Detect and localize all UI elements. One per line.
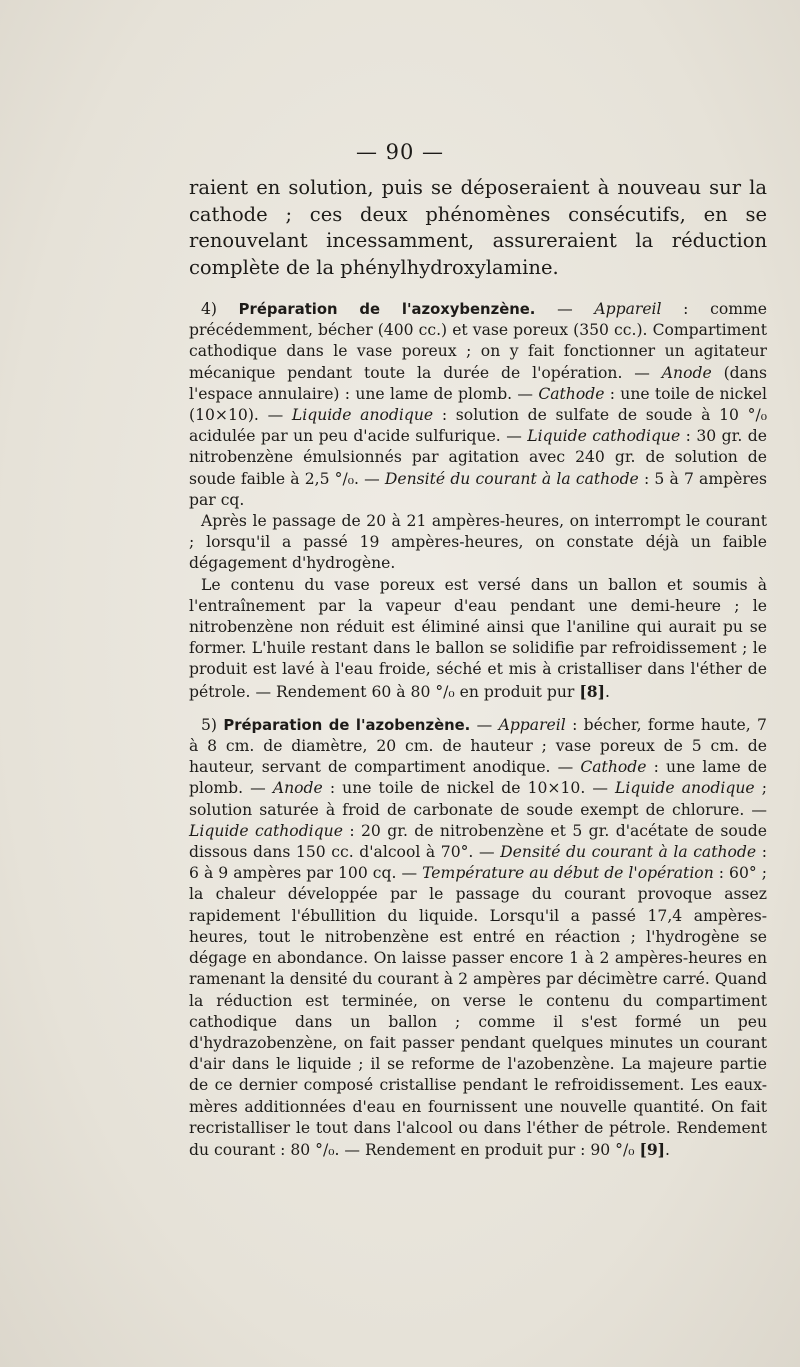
section-4-number: 4) [201,300,218,318]
text-run: : comme précédemment, bécher (400 cc.) et vase poreux (350 cc.). Compartiment cathodique dans le vase poreux ; on y fait fonctionner un agitateur mécanique pendant toute la durée de l'opération. — [189,300,768,382]
text-run: : une lame de plomb. — [189,758,767,798]
text-run: : une toile de nickel de 10×10. — [322,779,616,798]
reference: [9] [639,1139,666,1159]
section-4-result-paragraph: Après le passage de 20 à 21 ampères-heures, on interrompt le courant ; lorsqu'il a passé 19 ampères-heures, on constate déjà un faible dégagement d'hydrogène. [189,512,767,573]
italic-term: Liquide cathodique [527,427,681,446]
italic-term: Température au début de l'opération [422,864,714,883]
italic-term: Appareil [498,715,566,734]
text-run: : 30 gr. de nitrobenzène émulsionnés par agitation avec 240 gr. de solution de soude faible à 2,5 °/₀. — [189,427,767,488]
text-run: ; solution saturée à froid de carbonate de soude exempt de chlorure. — [189,779,767,819]
italic-term: Liquide anodique [291,406,434,425]
reference-8: [8] [579,681,605,701]
italic-term: Anode [661,363,712,382]
text-run: . [665,1140,671,1159]
section-4-end: . [604,682,610,701]
section-4-heading: Préparation de l'azoxybenzène. [238,301,536,318]
section-5-paragraph [189,715,767,1161]
section-4-paragraph [189,299,767,511]
section-4-purification-paragraph [189,575,767,703]
text-run: : 5 à 7 ampères par cq. [189,469,768,509]
text-run: : une toile de nickel (10×10). — [189,384,767,425]
lead-paragraph: raient en solution, puis se déposeraient à nouveau sur la cathode ; ces deux phénomènes consécutifs, en se renouvelant incessamment, assureraient la réduction complète de la phénylhydroxylamine. [189,176,767,279]
italic-term: Liquide anodique [615,779,755,798]
section-5-number: 5) [201,715,218,734]
italic-term: Densité du courant à la cathode [500,843,757,862]
text-run: : 20 gr. de nitrobenzène et 5 gr. d'acétate de soude dissous dans 150 cc. d'alcool à 70°. — [189,821,767,862]
text-run: — [470,715,499,734]
italic-term: Anode [272,779,323,798]
section-4-body [189,300,767,509]
text-run: : bécher, forme haute, 7 à 8 cm. de diamètre, 20 cm. de hauteur ; vase poreux de 5 cm. de hauteur, servant de compartiment anodique. — [189,715,767,777]
text-run: : 6 à 9 ampères par 100 cq. — [189,843,767,883]
page-body [189,175,767,1161]
italic-term: Liquide cathodique [189,821,343,840]
text-run: : 60° ; la chaleur développée par le passage du courant provoque assez rapidement l'ébullition du liquide. Lorsqu'il a passé 17,4 ampères-heures, tout le nitrobenzène est entré en réaction ; l'hydrogène se dégage en abondance. On laisse passer encore 1 à 2 ampères-heures en ramenant la densité du courant à 2 ampères par décimètre carré. Quand la réduction est terminée, on verse le contenu du compartiment cathodique dans un ballon ; comme il s'est formé un peu d'hydrazobenzène, on fait passer pendant quelques minutes un courant d'air dans le liquide ; il se reforme de l'azobenzène. La majeure partie de ce dernier composé cristallise pendant le refroidissement. Les eaux-mères additionnées d'eau en fournissent une nouvelle quantité. On fait recristalliser le tout dans l'alcool ou dans l'éther de pétrole. Rendement du courant : 80 °/₀. — Rendement en produit pur : 90 °/₀ [189,864,767,1159]
page-number: — 90 — [355,140,445,164]
italic-term: Appareil [594,300,662,318]
italic-term: Densité du courant à la cathode [384,469,639,488]
italic-term: Cathode [538,384,605,403]
text-run: (dans l'espace annulaire) : une lame de plomb. — [189,363,767,403]
text-run: — [535,300,595,318]
section-4-purification-text: Le contenu du vase poreux est versé dans un ballon et soumis à l'entraînement par la vapeur d'eau pendant une demi-heure ; le nitrobenzène non réduit est éliminé ainsi que l'aniline qui aurait pu se former. L'huile restant dans le ballon se solidifie par refroidissement ; le produit est lavé à l'eau froide, séché et mis à cristalliser dans l'éther de pétrole. — Rendement 60 à 80 °/₀ en produit pur [189,575,767,701]
section-5-body [189,716,767,1159]
text-run: : solution de sulfate de soude à 10 °/₀ acidulée par un peu d'acide sulfurique. — [189,406,767,446]
italic-term: Cathode [580,758,647,777]
section-5-heading: Préparation de l'azobenzène. [223,716,471,734]
